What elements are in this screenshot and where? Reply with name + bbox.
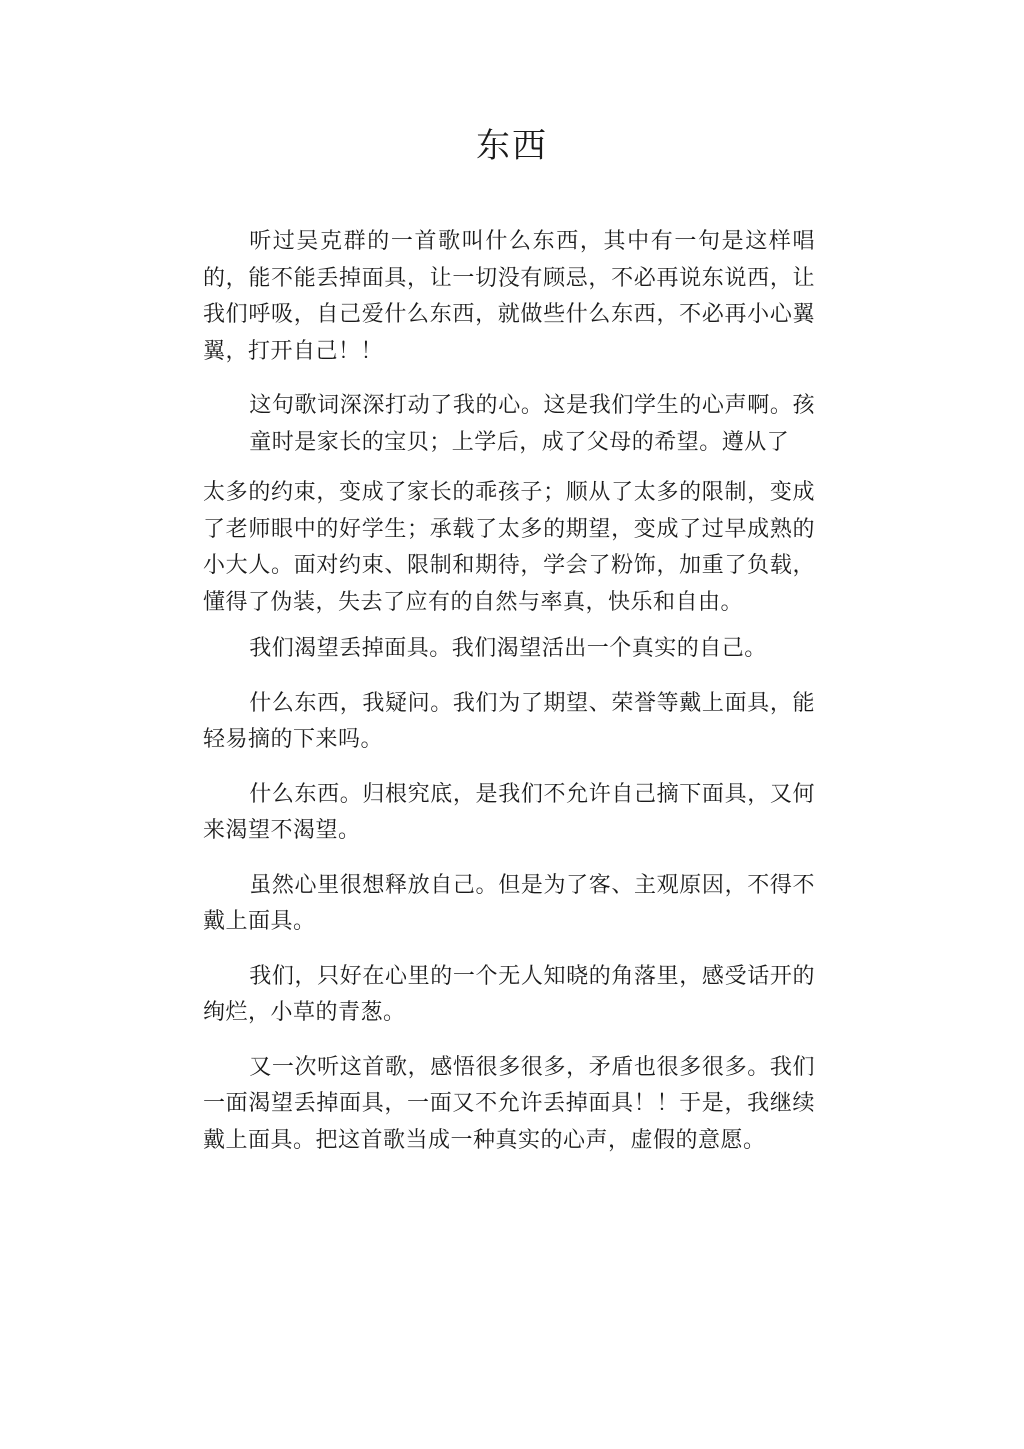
paragraph-6: 什么东西。归根究底，是我们不允许自己摘下面具，又何来渴望不渴望。 (203, 781, 815, 843)
paragraph-2: 这句歌词深深打动了我的心。这是我们学生的心声啊。孩童时是家长的宝贝；上学后，成了父母的希望。遵从了 (249, 393, 815, 455)
paragraph-1: 听过吴克群的一首歌叫什么东西，其中有一句是这样唱的，能不能丢掉面具，让一切没有顾忌，不必再说东说西，让我们呼吸，自己爱什么东西，就做些什么东西，不必再小心翼翼，打开自己！！ (203, 229, 815, 364)
paragraph-9: 又一次听这首歌，感悟很多很多，矛盾也很多很多。我们一面渴望丢掉面具，一面又不允许丢掉面具！！于是，我继续戴上面具。把这首歌当成一种真实的心声，虚假的意愿。 (203, 1054, 815, 1153)
paragraph-3: 太多的约束，变成了家长的乖孩子；顺从了太多的限制，变成了老师眼中的好学生；承载了太多的期望，变成了过早成熟的小大人。面对约束、限制和期待，学会了粉饰，加重了负载，懂得了伪装，失去了应有的自然与率真，快乐和自由。 (203, 480, 815, 615)
paragraph-5: 什么东西，我疑问。我们为了期望、荣誉等戴上面具，能轻易摘的下来吗。 (203, 690, 815, 752)
paragraph-8: 我们，只好在心里的一个无人知晓的角落里，感受话开的绚烂，小草的青葱。 (203, 963, 815, 1025)
document-title: 东西 (476, 126, 548, 166)
paragraph-4: 我们渴望丢掉面具。我们渴望活出一个真实的自己。 (249, 636, 767, 661)
document-body (203, 224, 815, 1169)
paragraph-7: 虽然心里很想释放自己。但是为了客、主观原因，不得不戴上面具。 (203, 872, 815, 934)
